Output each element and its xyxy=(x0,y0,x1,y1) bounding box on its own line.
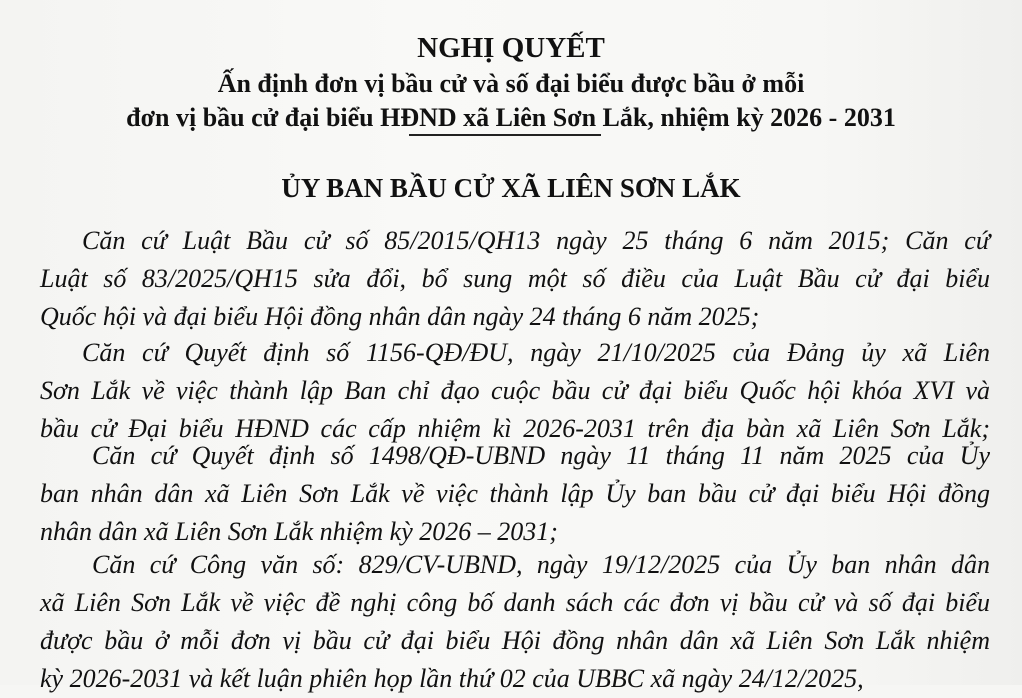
paragraph-line: xã Liên Sơn Lắk về việc đề nghị công bố danh sách các đơn vị bầu cử và số đại biểu xyxy=(40,588,990,617)
paragraph-line: Căn cứ Luật Bầu cử số 85/2015/QH13 ngày 25 tháng 6 năm 2015; Căn cứ xyxy=(82,226,990,255)
legal-basis-paragraph-4 xyxy=(40,546,990,698)
paragraph-line: được bầu ở mỗi đơn vị bầu cử đại biểu Hội đồng nhân dân xã Liên Sơn Lắk nhiệm xyxy=(40,626,990,655)
paragraph-line: Căn cứ Quyết định số 1498/QĐ-UBND ngày 11 tháng 11 năm 2025 của Ủy xyxy=(92,441,990,470)
paragraph-line: kỳ 2026-2031 và kết luận phiên họp lần thứ 02 của UBBC xã ngày 24/12/2025, xyxy=(40,664,864,693)
paragraph-line: Căn cứ Công văn số: 829/CV-UBND, ngày 19/12/2025 của Ủy ban nhân dân xyxy=(92,550,990,579)
paragraph-line: Luật số 83/2025/QH15 sửa đổi, bổ sung một số điều của Luật Bầu cử đại biểu xyxy=(40,264,990,293)
legal-basis-paragraph-2 xyxy=(40,334,990,448)
paragraph-line: Căn cứ Quyết định số 1156-QĐ/ĐU, ngày 21/10/2025 của Đảng ủy xã Liên xyxy=(82,338,990,367)
paragraph-line: nhân dân xã Liên Sơn Lắk nhiệm kỳ 2026 – 2031; xyxy=(40,517,558,546)
paragraph-line: bầu cử Đại biểu HĐND các cấp nhiệm kì 2026-2031 trên địa bàn xã Liên Sơn Lắk; xyxy=(40,414,990,443)
document-subtitle-line-1: Ấn định đơn vị bầu cử và số đại biểu được bầu ở mỗi xyxy=(217,69,805,98)
legal-basis-paragraph-3 xyxy=(40,437,990,551)
document-title: NGHỊ QUYẾT xyxy=(417,32,605,64)
issuing-authority: ỦY BAN BẦU CỬ XÃ LIÊN SƠN LẮK xyxy=(281,173,741,203)
paragraph-line: Quốc hội và đại biểu Hội đồng nhân dân ngày 24 tháng 6 năm 2025; xyxy=(40,302,760,331)
title-underline-divider xyxy=(409,134,601,136)
paragraph-line: Sơn Lắk về việc thành lập Ban chỉ đạo cuộc bầu cử đại biểu Quốc hội khóa XVI và xyxy=(40,376,990,405)
paragraph-line: ban nhân dân xã Liên Sơn Lắk về việc thành lập Ủy ban bầu cử đại biểu Hội đồng xyxy=(40,479,990,508)
legal-basis-paragraph-1 xyxy=(40,222,990,336)
document-subtitle-line-2: đơn vị bầu cử đại biểu HĐND xã Liên Sơn Lắk, nhiệm kỳ 2026 - 2031 xyxy=(126,103,896,132)
